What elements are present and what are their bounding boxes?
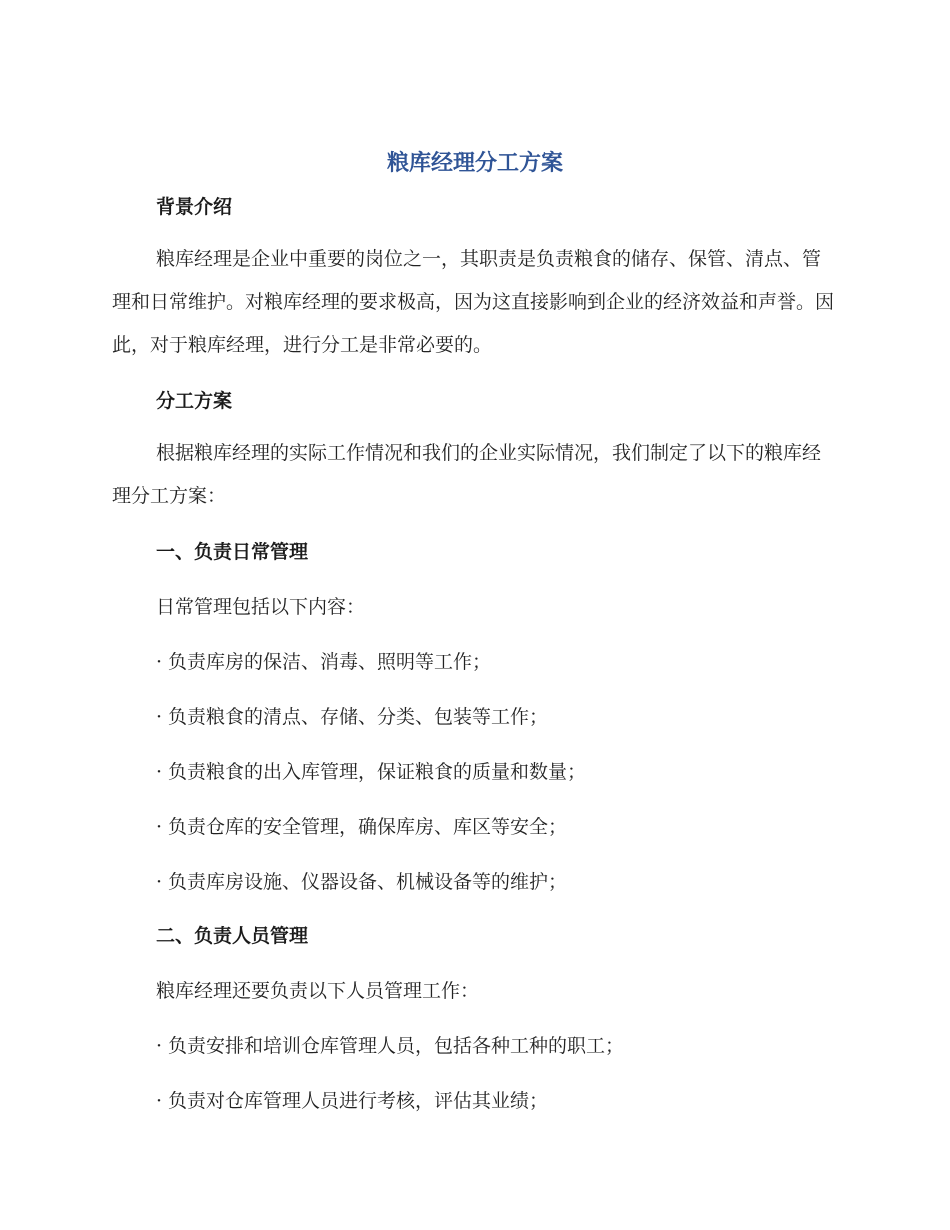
list-item bbox=[156, 648, 491, 676]
background-paragraph: 粮库经理是企业中重要的岗位之一，其职责是负责粮食的储存、保管、清点、管理和日常维护。对粮库经理的要求极高，因为这直接影响到企业的经济效益和声誉。因此，对于粮库经理，进行分工是非常必要的。 bbox=[112, 248, 835, 356]
list-item-text: 负责仓库的安全管理，确保库房、库区等安全； bbox=[168, 816, 568, 838]
bullet-icon: · bbox=[156, 871, 163, 893]
list-item-text: 负责库房的保洁、消毒、照明等工作； bbox=[168, 651, 492, 673]
bullet-icon: · bbox=[156, 816, 163, 838]
bullet-icon: · bbox=[156, 651, 163, 673]
bullet-icon: · bbox=[156, 1035, 163, 1057]
personnel-management-intro: 粮库经理还要负责以下人员管理工作： bbox=[156, 980, 480, 1002]
list-item bbox=[156, 868, 567, 896]
list-item-text: 负责库房设施、仪器设备、机械设备等的维护； bbox=[168, 871, 568, 893]
plan-paragraph: 根据粮库经理的实际工作情况和我们的企业实际情况，我们制定了以下的粮库经理分工方案： bbox=[112, 442, 822, 507]
list-item bbox=[156, 703, 548, 731]
list-item bbox=[156, 758, 586, 786]
bullet-icon: · bbox=[156, 761, 163, 783]
section-heading-daily-management: 一、负责日常管理 bbox=[156, 541, 309, 563]
list-item bbox=[156, 1087, 548, 1115]
list-item bbox=[156, 1032, 624, 1060]
section-heading-background: 背景介绍 bbox=[156, 196, 233, 218]
list-item-text: 负责粮食的出入库管理，保证粮食的质量和数量； bbox=[168, 761, 587, 783]
daily-management-intro: 日常管理包括以下内容： bbox=[156, 596, 366, 618]
section-heading-personnel-management: 二、负责人员管理 bbox=[156, 925, 309, 947]
section-heading-plan: 分工方案 bbox=[156, 390, 233, 412]
list-item-text: 负责安排和培训仓库管理人员，包括各种工种的职工； bbox=[168, 1035, 625, 1057]
document-title: 粮库经理分工方案 bbox=[386, 151, 563, 176]
bullet-icon: · bbox=[156, 706, 163, 728]
bullet-icon: · bbox=[156, 1090, 163, 1112]
list-item bbox=[156, 813, 567, 841]
list-item-text: 负责粮食的清点、存储、分类、包装等工作； bbox=[168, 706, 549, 728]
list-item-text: 负责对仓库管理人员进行考核，评估其业绩； bbox=[168, 1090, 549, 1112]
